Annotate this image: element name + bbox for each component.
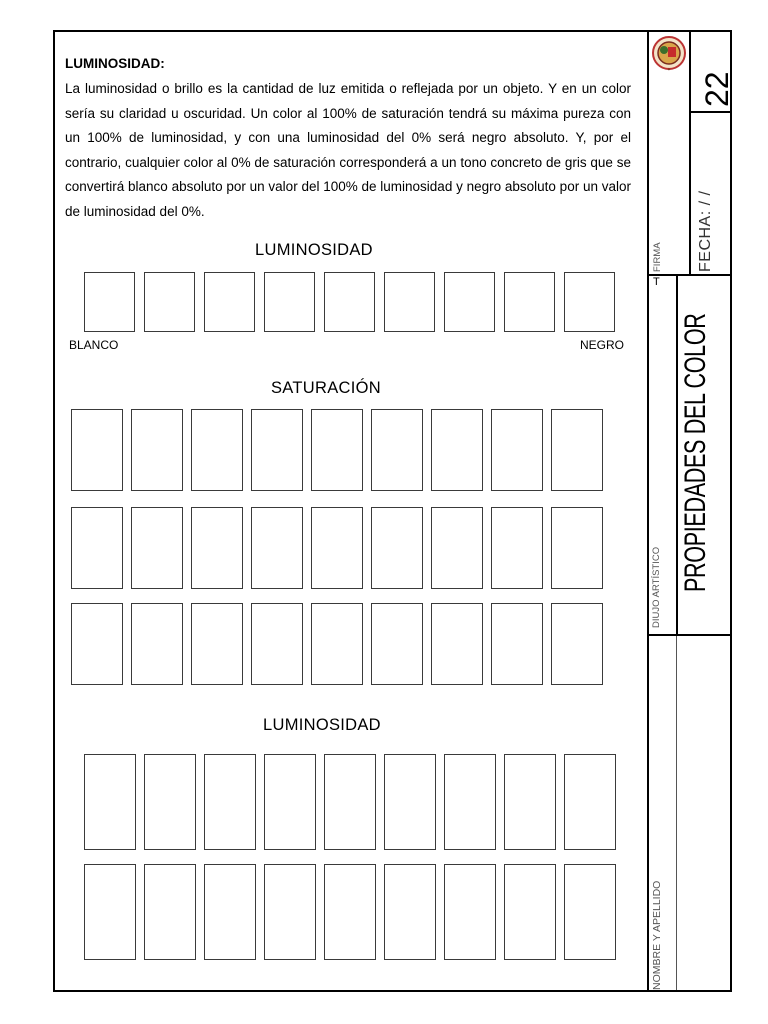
saturacion-box[interactable] bbox=[131, 507, 183, 589]
luminosidad-box[interactable] bbox=[564, 754, 616, 850]
t-mark: T bbox=[653, 276, 660, 288]
fecha-label: FECHA: / / bbox=[697, 190, 714, 272]
saturacion-box[interactable] bbox=[551, 409, 603, 491]
saturacion-box[interactable] bbox=[371, 603, 423, 685]
subject-label: DIUJO ARTÍSTICO bbox=[651, 546, 662, 628]
saturacion-box[interactable] bbox=[311, 409, 363, 491]
luminosidad-scale-box[interactable] bbox=[144, 272, 195, 332]
saturacion-box[interactable] bbox=[551, 507, 603, 589]
luminosidad-scale-box[interactable] bbox=[504, 272, 555, 332]
saturacion-box[interactable] bbox=[191, 507, 243, 589]
section-title-saturacion: SATURACIÓN bbox=[271, 379, 381, 397]
luminosidad-scale-box[interactable] bbox=[204, 272, 255, 332]
luminosidad-scale-box[interactable] bbox=[384, 272, 435, 332]
divider bbox=[649, 634, 732, 636]
luminosidad-box[interactable] bbox=[84, 864, 136, 960]
saturacion-box[interactable] bbox=[311, 603, 363, 685]
title-block bbox=[647, 32, 735, 990]
saturacion-box[interactable] bbox=[251, 603, 303, 685]
saturacion-box[interactable] bbox=[251, 507, 303, 589]
intro-paragraph: La luminosidad o brillo es la cantidad de luz emitida o reflejada por un objeto. Y en un color sería su claridad u oscuridad. Un color al 100% de saturación tendrá su máxima pureza con un 100% de luminosidad, y con una luminosidad del 0% será negro absoluto. Y, por el contrario, cualquier color al 0% de saturación corresponderá a un tono concreto de gris que se convertirá blanco absoluto por un valor del 100% de luminosidad y negro absoluto por un valor de luminosidad del 0%. bbox=[65, 81, 631, 219]
divider bbox=[689, 112, 691, 274]
saturacion-box[interactable] bbox=[431, 507, 483, 589]
section-title-luminosidad-1: LUMINOSIDAD bbox=[255, 241, 373, 259]
name-write-line bbox=[676, 636, 677, 990]
luminosidad-box[interactable] bbox=[504, 864, 556, 960]
sheet-number: 22 bbox=[699, 71, 735, 107]
luminosidad-box[interactable] bbox=[564, 864, 616, 960]
saturacion-box[interactable] bbox=[131, 603, 183, 685]
saturacion-box[interactable] bbox=[551, 603, 603, 685]
luminosidad-box[interactable] bbox=[204, 754, 256, 850]
saturacion-box[interactable] bbox=[71, 507, 123, 589]
saturacion-box[interactable] bbox=[371, 507, 423, 589]
luminosidad-box[interactable] bbox=[384, 864, 436, 960]
saturacion-box[interactable] bbox=[491, 409, 543, 491]
saturacion-box[interactable] bbox=[491, 603, 543, 685]
saturacion-box[interactable] bbox=[191, 603, 243, 685]
school-crest-icon bbox=[650, 34, 688, 72]
intro-title: LUMINOSIDAD: bbox=[65, 56, 165, 71]
luminosidad-box[interactable] bbox=[264, 864, 316, 960]
worksheet-frame bbox=[53, 30, 735, 992]
luminosidad-box[interactable] bbox=[324, 864, 376, 960]
saturacion-box[interactable] bbox=[371, 409, 423, 491]
saturacion-box[interactable] bbox=[191, 409, 243, 491]
saturacion-box[interactable] bbox=[311, 507, 363, 589]
saturacion-box[interactable] bbox=[251, 409, 303, 491]
divider bbox=[676, 276, 678, 634]
luminosidad-box[interactable] bbox=[204, 864, 256, 960]
luminosidad-scale-box[interactable] bbox=[564, 272, 615, 332]
svg-text:✦: ✦ bbox=[666, 67, 672, 72]
luminosidad-scale-box[interactable] bbox=[324, 272, 375, 332]
luminosidad-box[interactable] bbox=[84, 754, 136, 850]
luminosidad-box[interactable] bbox=[384, 754, 436, 850]
worksheet-main bbox=[55, 32, 647, 990]
luminosidad-box[interactable] bbox=[444, 864, 496, 960]
luminosidad-box[interactable] bbox=[144, 864, 196, 960]
luminosidad-box[interactable] bbox=[324, 754, 376, 850]
divider bbox=[649, 274, 732, 276]
label-negro: NEGRO bbox=[580, 338, 625, 352]
section-title-luminosidad-2: LUMINOSIDAD bbox=[263, 716, 381, 734]
luminosidad-scale-box[interactable] bbox=[264, 272, 315, 332]
luminosidad-scale-box[interactable] bbox=[84, 272, 135, 332]
saturacion-box[interactable] bbox=[71, 603, 123, 685]
firma-label: FIRMA bbox=[652, 242, 663, 272]
luminosidad-box[interactable] bbox=[264, 754, 316, 850]
saturacion-box[interactable] bbox=[131, 409, 183, 491]
luminosidad-box[interactable] bbox=[444, 754, 496, 850]
luminosidad-box[interactable] bbox=[504, 754, 556, 850]
luminosidad-scale-box[interactable] bbox=[444, 272, 495, 332]
sheet-title: PROPIEDADES DEL COLOR bbox=[679, 313, 712, 592]
saturacion-box[interactable] bbox=[71, 409, 123, 491]
saturacion-box[interactable] bbox=[491, 507, 543, 589]
luminosidad-box[interactable] bbox=[144, 754, 196, 850]
name-label: NOMBRE Y APELLIDO bbox=[651, 880, 663, 990]
divider bbox=[689, 111, 732, 113]
label-blanco: BLANCO bbox=[69, 338, 119, 352]
saturacion-box[interactable] bbox=[431, 409, 483, 491]
saturacion-box[interactable] bbox=[431, 603, 483, 685]
